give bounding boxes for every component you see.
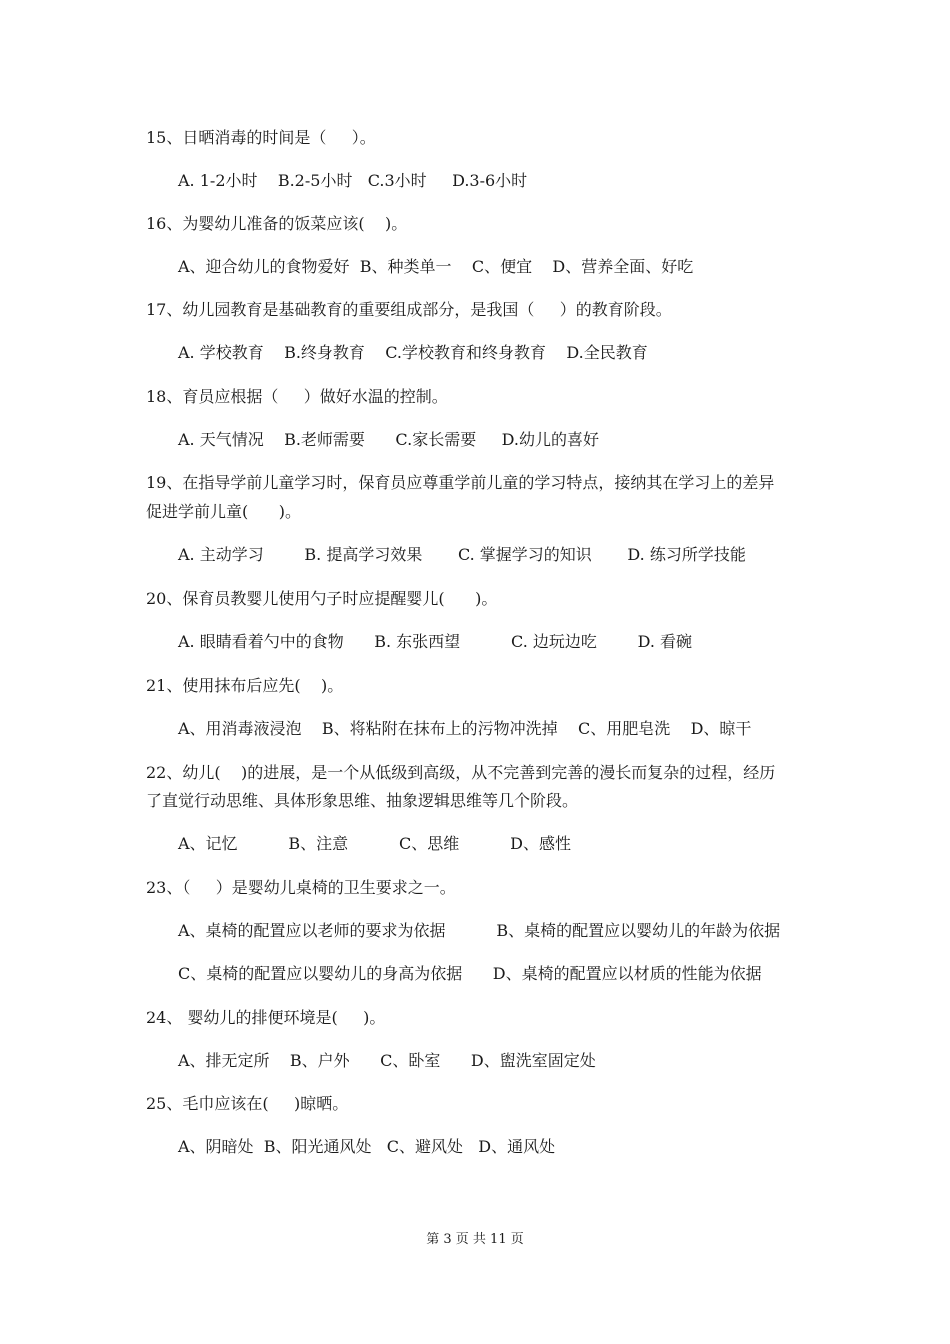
question-16-options: A、迎合幼儿的食物爱好 B、种类单一 C、便宜 D、营养全面、好吃 xyxy=(178,257,694,276)
question-15-options: A. 1-2小时 B.2-5小时 C.3小时 D.3-6小时 xyxy=(178,171,528,190)
question-18: 18、育员应根据（ ）做好水温的控制。 xyxy=(146,387,448,406)
question-23-options-row-2: C、桌椅的配置应以婴幼儿的身高为依据 D、桌椅的配置应以材质的性能为依据 xyxy=(178,964,762,983)
question-24: 24、 婴幼儿的排便环境是( )。 xyxy=(146,1008,386,1027)
question-19-line-2: 促进学前儿童( )。 xyxy=(146,502,302,521)
question-18-options: A. 天气情况 B.老师需要 C.家长需要 D.幼儿的喜好 xyxy=(178,430,599,449)
question-17: 17、幼儿园教育是基础教育的重要组成部分，是我国（ ）的教育阶段。 xyxy=(146,300,672,319)
question-15: 15、日晒消毒的时间是（ ）。 xyxy=(146,128,376,147)
question-20-options: A. 眼睛看着勺中的食物 B. 东张西望 C. 边玩边吃 D. 看碗 xyxy=(178,632,692,651)
question-23: 23、（ ）是婴幼儿桌椅的卫生要求之一。 xyxy=(146,878,456,897)
page-number-footer: 第 3 页 共 11 页 xyxy=(426,1232,524,1247)
question-19-options: A. 主动学习 B. 提高学习效果 C. 掌握学习的知识 D. 练习所学技能 xyxy=(178,545,746,564)
question-24-options: A、排无定所 B、户外 C、卧室 D、盥洗室固定处 xyxy=(178,1051,596,1070)
question-25-options: A、阴暗处 B、阳光通风处 C、避风处 D、通风处 xyxy=(178,1137,556,1156)
question-22-line-2: 了直觉行动思维、具体形象思维、抽象逻辑思维等几个阶段。 xyxy=(146,791,579,810)
question-22-options: A、记忆 B、注意 C、思维 D、感性 xyxy=(178,834,571,853)
question-17-options: A. 学校教育 B.终身教育 C.学校教育和终身教育 D.全民教育 xyxy=(178,343,648,362)
question-25: 25、毛巾应该在( )晾晒。 xyxy=(146,1094,349,1113)
question-19-line-1: 19、在指导学前儿童学习时，保育员应尊重学前儿童的学习特点，接纳其在学习上的差异 xyxy=(146,473,775,492)
question-20: 20、保育员教婴儿使用勺子时应提醒婴儿( )。 xyxy=(146,589,498,608)
question-21-options: A、用消毒液浸泡 B、将粘附在抹布上的污物冲洗掉 C、用肥皂洗 D、晾干 xyxy=(178,719,752,738)
question-23-options-row-1: A、桌椅的配置应以老师的要求为依据 B、桌椅的配置应以婴幼儿的年龄为依据 xyxy=(178,921,781,940)
question-22-line-1: 22、幼儿( )的进展，是一个从低级到高级，从不完善到完善的漫长而复杂的过程，经历 xyxy=(146,763,776,782)
question-16: 16、为婴幼儿准备的饭菜应该( )。 xyxy=(146,214,408,233)
question-21: 21、使用抹布后应先( )。 xyxy=(146,676,344,695)
